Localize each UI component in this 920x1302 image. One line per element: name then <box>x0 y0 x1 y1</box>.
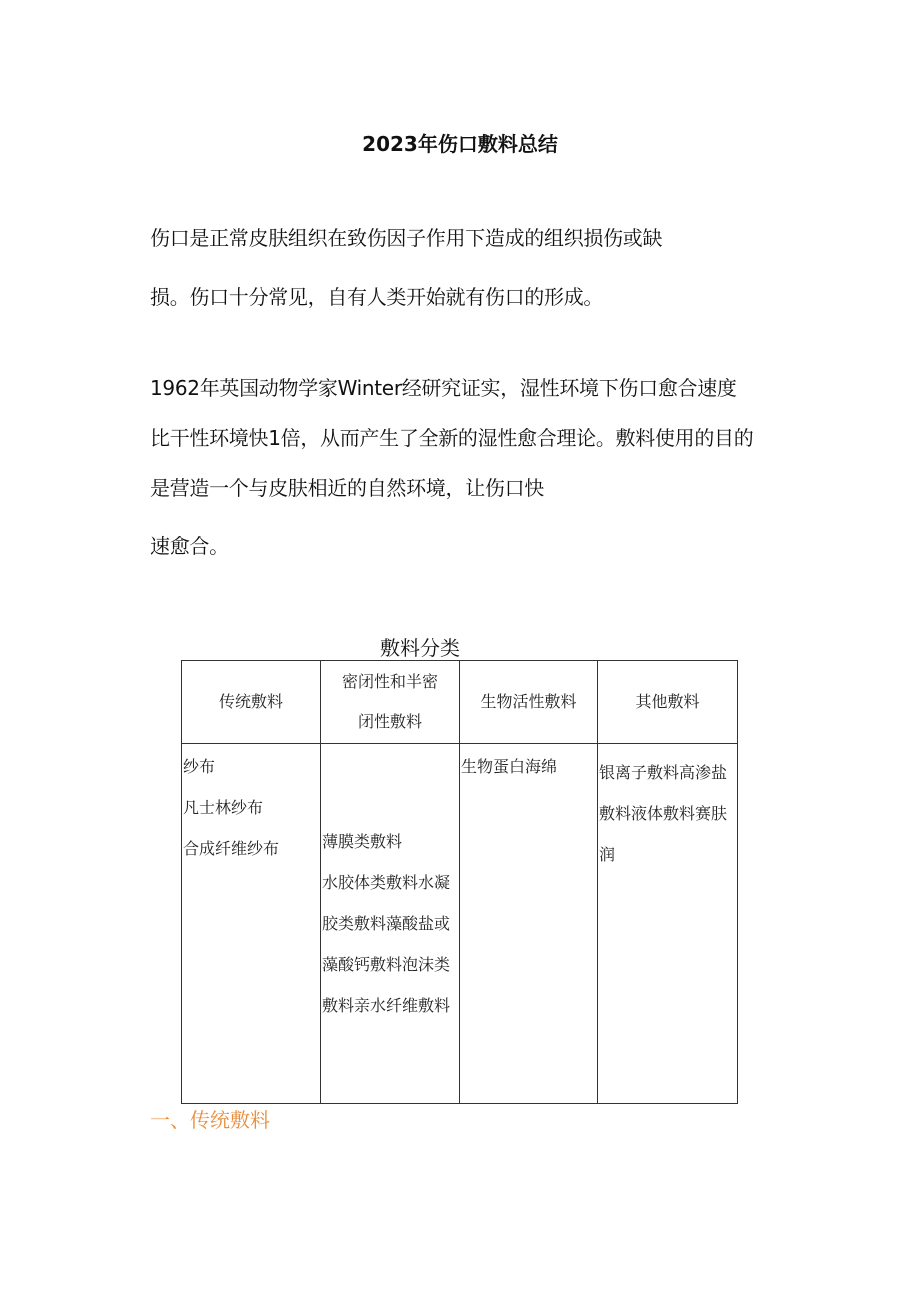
header-traditional: 传统敷料 <box>182 661 321 744</box>
list-item: 敷料液体敷料赛肤 <box>599 804 728 823</box>
history-line-2: 比干性环境快1倍，从而产生了全新的湿性愈合理论。敷料使用的目的 <box>150 426 754 450</box>
intro-line-1: 伤口是正常皮肤组织在致伤因子作用下造成的组织损伤或缺 <box>150 226 663 250</box>
header-bioactive: 生物活性敷料 <box>460 661 598 744</box>
list-item: 银离子敷料高渗盐 <box>599 763 728 782</box>
header-occlusive-line-1: 密闭性和半密 <box>341 672 438 691</box>
history-line-4: 速愈合。 <box>150 534 229 558</box>
list-item: 纱布 <box>183 757 216 776</box>
page-title: 2023年伤口敷料总结 <box>362 132 558 156</box>
header-occlusive <box>321 661 460 744</box>
header-other: 其他敷料 <box>598 661 738 744</box>
intro-line-2: 损。伤口十分常见，自有人类开始就有伤口的形成。 <box>150 285 604 309</box>
list-item: 薄膜类敷料 <box>322 832 403 851</box>
list-item: 生物蛋白海绵 <box>461 757 558 776</box>
cell-occlusive <box>321 744 460 1104</box>
list-item: 润 <box>599 845 616 864</box>
history-line-3: 是营造一个与皮肤相近的自然环境，让伤口快 <box>150 476 544 500</box>
cell-traditional <box>182 744 321 1104</box>
cell-other <box>598 744 738 1104</box>
history-line-1: 1962年英国动物学家Winter经研究证实，湿性环境下伤口愈合速度 <box>150 376 737 400</box>
table-header-row <box>182 661 738 744</box>
table-caption: 敷料分类 <box>380 636 460 660</box>
list-item: 水胶体类敷料水凝 <box>322 873 451 892</box>
dressing-classification-table <box>181 660 738 1104</box>
list-item: 凡士林纱布 <box>183 798 264 817</box>
list-item: 合成纤维纱布 <box>183 839 280 858</box>
table-body-row <box>182 744 738 1104</box>
list-item: 胶类敷料藻酸盐或 <box>322 914 451 933</box>
list-item: 藻酸钙敷料泡沫类 <box>322 955 451 974</box>
header-occlusive-line-2: 闭性敷料 <box>357 712 422 731</box>
cell-bioactive <box>460 744 598 1104</box>
section-heading: 一、传统敷料 <box>150 1108 270 1132</box>
list-item: 敷料亲水纤维敷料 <box>322 996 451 1015</box>
